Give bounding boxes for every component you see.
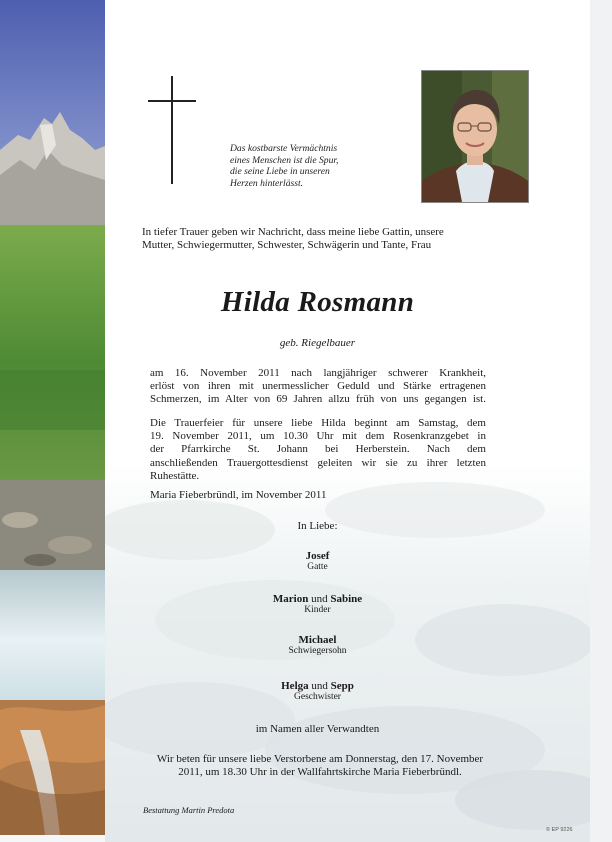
mourner-relation: Gatte xyxy=(307,562,328,572)
quote-line: Herzen hinterlässt. xyxy=(230,177,304,189)
paragraph-line: der Pfarrkirche St. Johann bei Herberstein. Nach dem xyxy=(150,443,486,456)
mourner-and: und xyxy=(308,680,331,692)
mourner-relation: Geschwister xyxy=(294,692,341,702)
maiden-name: geb. Riegelbauer xyxy=(279,337,356,349)
intro-line: Mutter, Schwiegermutter, Schwester, Schwägerin und Tante, Frau xyxy=(142,239,432,252)
announcement-intro xyxy=(142,226,494,252)
paragraph-line: anschließenden Trauergottesdienst geleiten wir sie zu ihrer letzten xyxy=(150,456,486,469)
mourner-and: und xyxy=(308,593,331,605)
mourner-entry xyxy=(105,680,530,702)
right-margin xyxy=(590,0,612,842)
undertaker-credit: Bestattung Martin Predota xyxy=(143,805,235,815)
mountain-landscape-image xyxy=(0,0,105,835)
quote-line: eines Menschen ist die Spur, xyxy=(230,154,339,166)
mourner-second: Sabine xyxy=(330,593,363,605)
mourner-entry xyxy=(105,634,530,656)
portrait-photo xyxy=(421,70,529,203)
mourner-first: Helga xyxy=(281,680,309,692)
mourner-entry xyxy=(105,593,530,615)
print-code: © EP 9226 xyxy=(546,827,573,833)
relatives-line: im Namen aller Verwandten xyxy=(255,723,380,735)
mourner-first: Josef xyxy=(305,550,330,562)
mourner-relation: Kinder xyxy=(304,605,331,615)
paragraph-line: erlöst von ihren mit unermesslicher Geduld und Stärke ertragenen xyxy=(150,380,486,393)
place-date: Maria Fieberbründl, im November 2011 xyxy=(150,489,327,501)
intro-line: In tiefer Trauer geben wir Nachricht, dass meine liebe Gattin, unsere xyxy=(142,226,444,238)
paragraph-line: Die Trauerfeier für unsere liebe Hilda beginnt am Samstag, dem xyxy=(150,417,486,429)
paragraph-line: Ruhestätte. xyxy=(150,469,200,482)
quote-line: Das kostbarste Vermächtnis xyxy=(230,143,338,154)
paragraph-line: Schmerzen, im Alter von 69 Jahren allzu früh von uns gegangen ist. xyxy=(150,393,486,406)
quote-line: die seine Liebe in unseren xyxy=(230,166,330,178)
prayer-line: 2011, um 18.30 Uhr in der Wallfahrtskirche Maria Fieberbründl. xyxy=(178,766,462,778)
mourner-relation: Schwiegersohn xyxy=(288,646,347,656)
death-paragraph xyxy=(150,367,486,407)
deceased-name: Hilda Rosmann xyxy=(220,286,415,318)
memorial-quote xyxy=(230,143,400,189)
prayer-notice xyxy=(130,753,510,779)
mourner-first: Michael xyxy=(298,634,337,646)
paragraph-line: 19. November 2011, um 10.30 Uhr mit dem Rosenkranzgebet in xyxy=(150,430,486,443)
funeral-paragraph xyxy=(150,417,486,483)
prayer-line: Wir beten für unsere liebe Verstorbene am Donnerstag, den 17. November xyxy=(156,753,484,765)
in-love-heading: In Liebe: xyxy=(297,520,338,532)
mourner-first: Marion xyxy=(272,593,309,605)
mourner-entry xyxy=(105,550,530,572)
paragraph-line: am 16. November 2011 nach langjähriger schwerer Krankheit, xyxy=(150,367,486,379)
mourner-second: Sepp xyxy=(330,680,354,692)
cross-icon xyxy=(148,76,196,184)
